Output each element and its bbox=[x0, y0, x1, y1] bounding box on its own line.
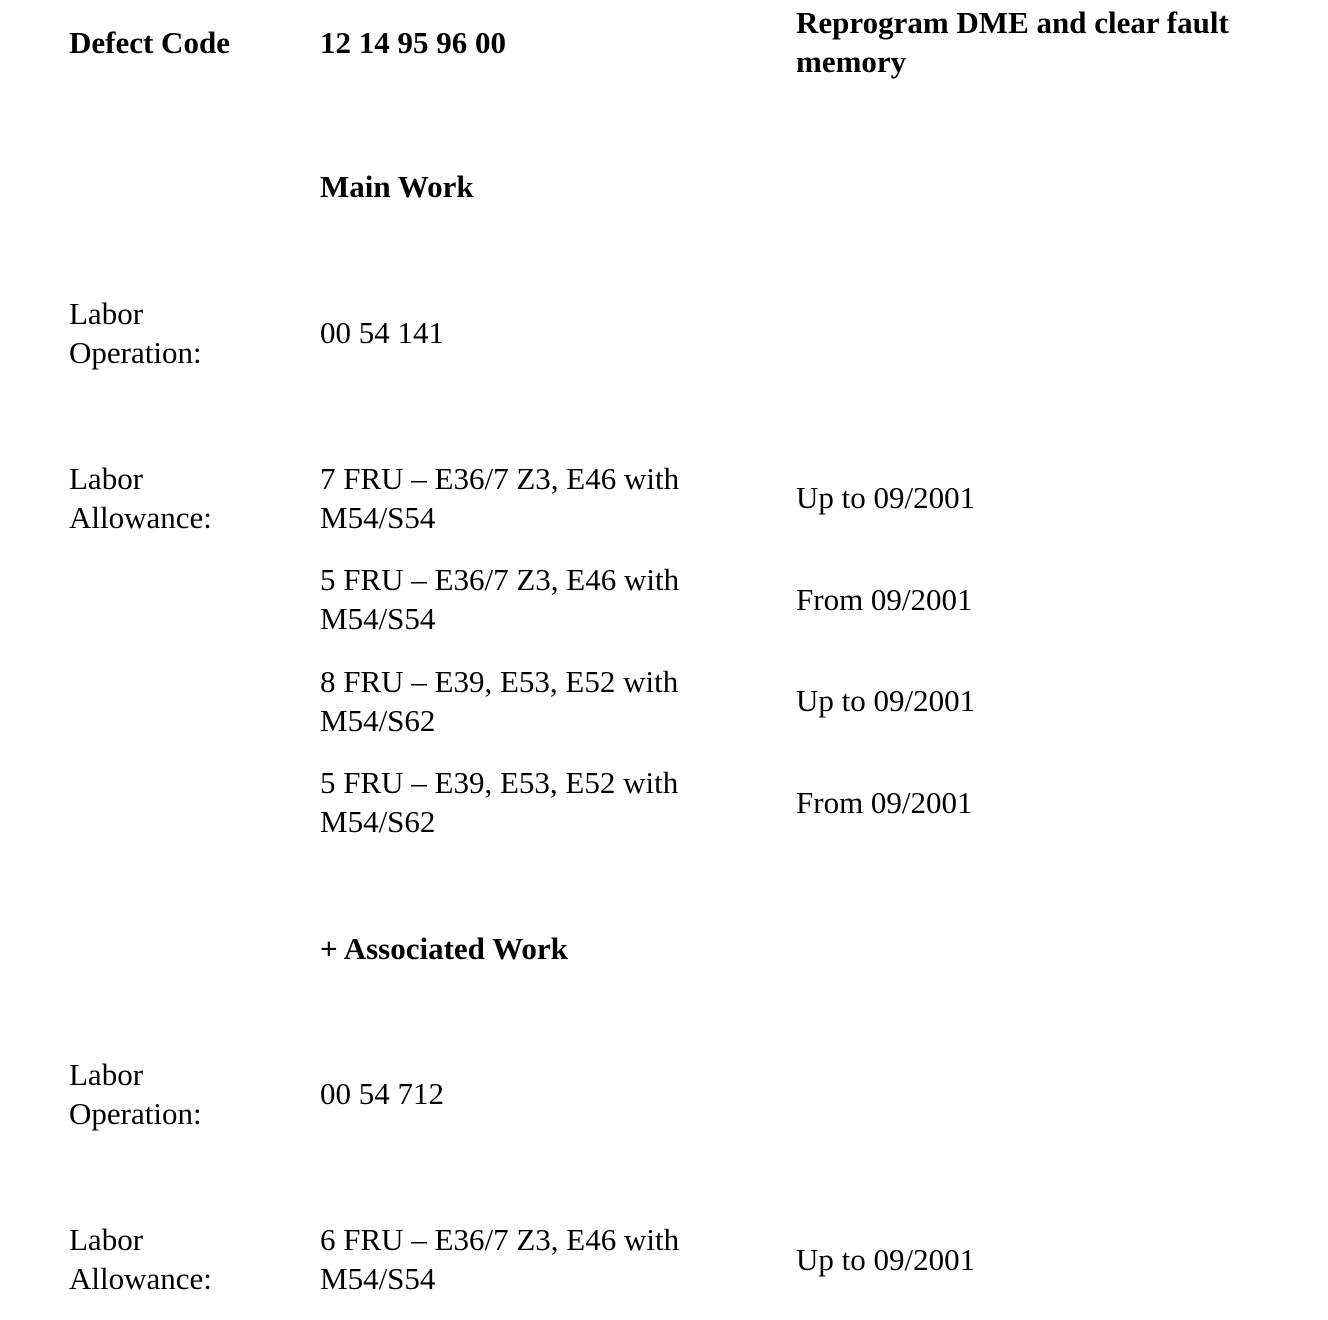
labor-allowance-label-line1: Labor bbox=[69, 461, 144, 496]
allowance-row-3-line1: 8 FRU – E39, E53, E52 with bbox=[320, 664, 679, 699]
allowance-row-1-line1: 7 FRU – E36/7 Z3, E46 with bbox=[320, 461, 680, 496]
assoc-allowance-row-1-validity: Up to 09/2001 bbox=[796, 1242, 976, 1277]
defect-description-line2: memory bbox=[796, 44, 907, 79]
defect-code-value: 12 14 95 96 00 bbox=[320, 25, 506, 60]
allowance-row-2-line2: M54/S54 bbox=[320, 601, 436, 636]
allowance-row-4-line1: 5 FRU – E39, E53, E52 with bbox=[320, 765, 679, 800]
labor-operation-value: 00 54 141 bbox=[320, 315, 444, 350]
assoc-labor-allowance-label-line1: Labor bbox=[69, 1222, 144, 1257]
allowance-row-1-line2: M54/S54 bbox=[320, 500, 436, 535]
assoc-labor-operation-label-line2: Operation: bbox=[69, 1096, 202, 1131]
assoc-labor-operation-label-line1: Labor bbox=[69, 1057, 144, 1092]
labor-operation-label-line2: Operation: bbox=[69, 335, 202, 370]
associated-work-heading: + Associated Work bbox=[320, 931, 568, 966]
labor-operation-label-line1: Labor bbox=[69, 296, 144, 331]
assoc-labor-allowance-label-line2: Allowance: bbox=[69, 1261, 212, 1296]
assoc-labor-operation-value: 00 54 712 bbox=[320, 1076, 444, 1111]
main-work-heading: Main Work bbox=[320, 169, 474, 204]
defect-code-label: Defect Code bbox=[69, 25, 230, 60]
allowance-row-2-line1: 5 FRU – E36/7 Z3, E46 with bbox=[320, 562, 680, 597]
labor-allowance-label-line2: Allowance: bbox=[69, 500, 212, 535]
assoc-allowance-row-1-line1: 6 FRU – E36/7 Z3, E46 with bbox=[320, 1222, 680, 1257]
allowance-row-3-line2: M54/S62 bbox=[320, 703, 436, 738]
allowance-row-1-validity: Up to 09/2001 bbox=[796, 480, 976, 515]
allowance-row-3-validity: Up to 09/2001 bbox=[796, 683, 976, 718]
allowance-row-2-validity: From 09/2001 bbox=[796, 582, 973, 617]
allowance-row-4-validity: From 09/2001 bbox=[796, 785, 973, 820]
allowance-row-4-line2: M54/S62 bbox=[320, 804, 436, 839]
defect-description-line1: Reprogram DME and clear fault bbox=[796, 5, 1229, 40]
assoc-allowance-row-1-line2: M54/S54 bbox=[320, 1261, 436, 1296]
